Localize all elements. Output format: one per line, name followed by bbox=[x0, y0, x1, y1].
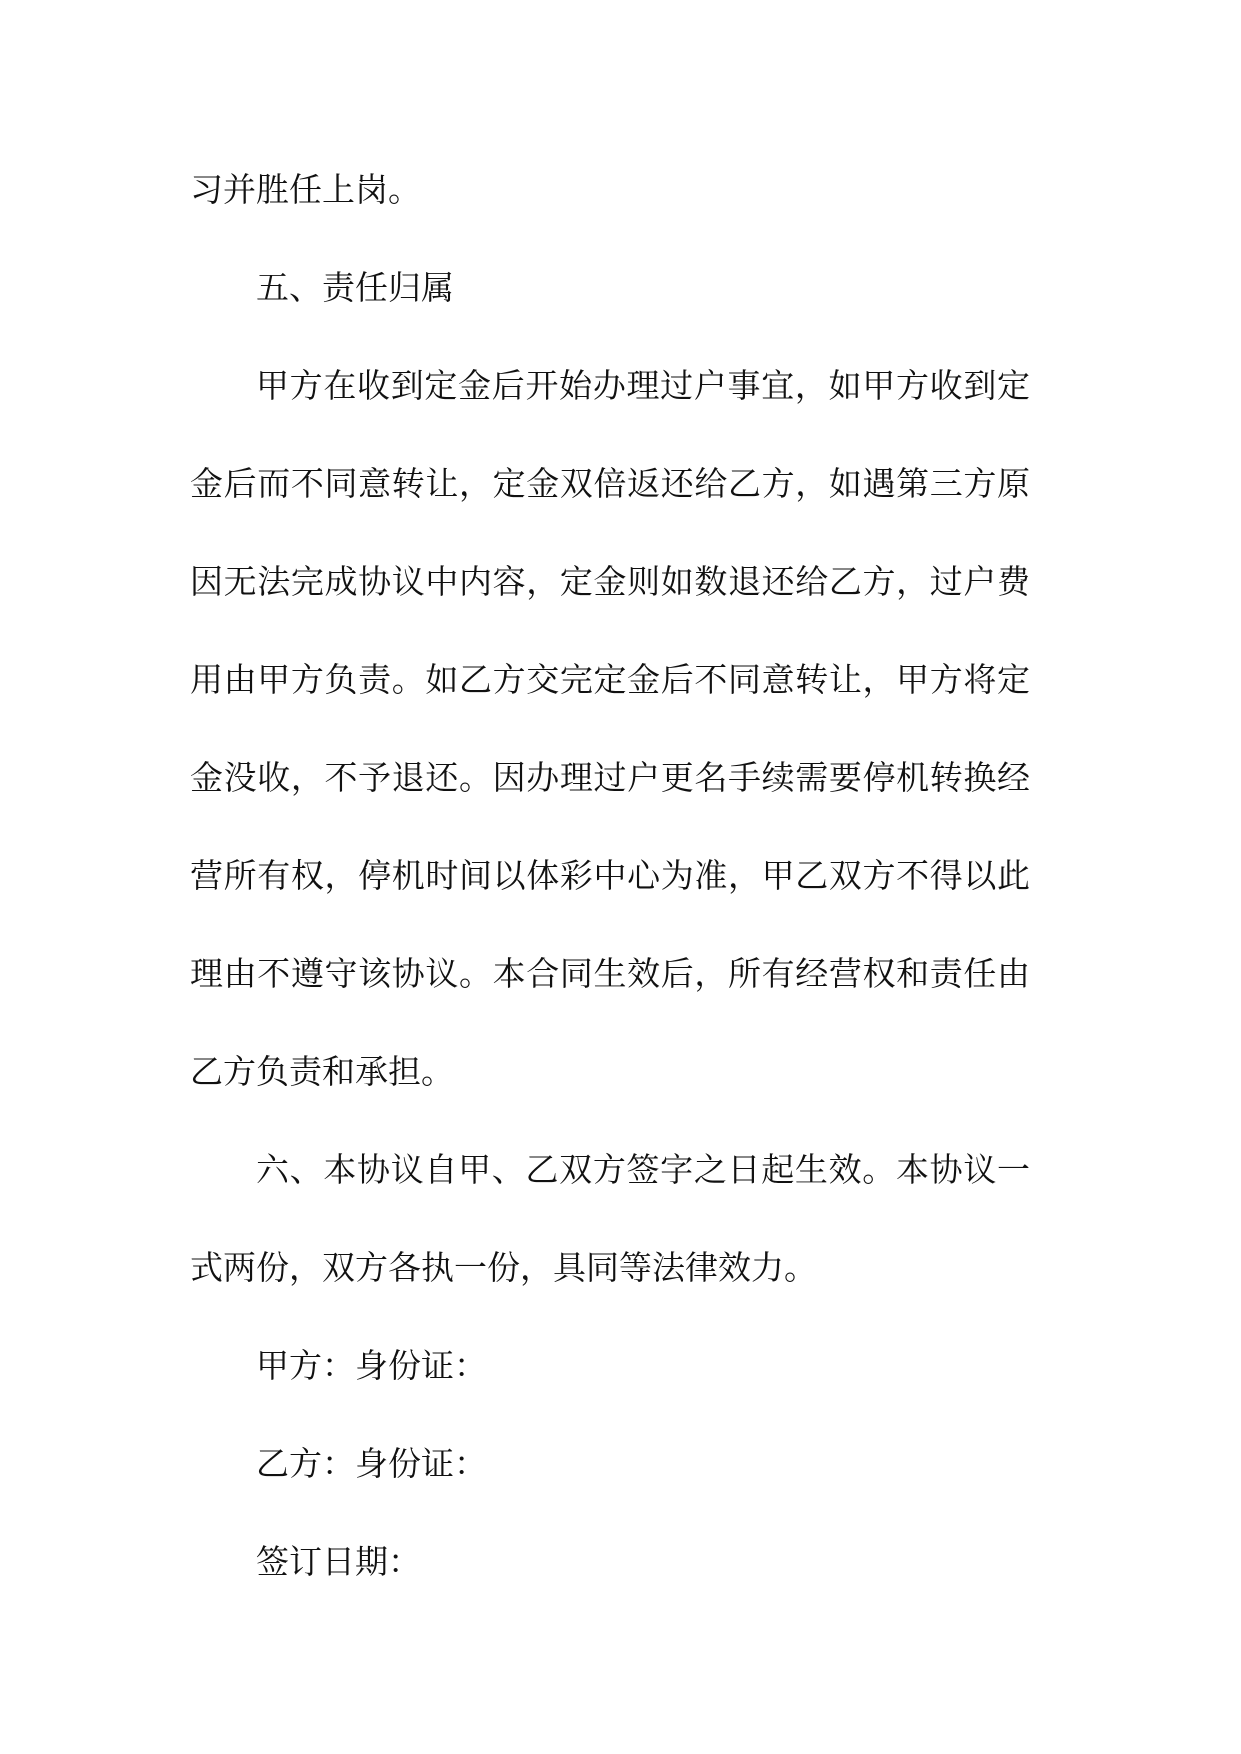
text-line: 甲方在收到定金后开始办理过户事宜，如甲方收到定 bbox=[256, 366, 1030, 405]
text-line: 乙方负责和承担。 bbox=[190, 1052, 454, 1091]
text-line: 因无法完成协议中内容，定金则如数退还给乙方，过户费 bbox=[190, 562, 1030, 601]
section-six-effective: 六、本协议自甲、乙双方签字之日起生效。本协议一 bbox=[256, 1150, 1030, 1189]
text-line: 习并胜任上岗。 bbox=[190, 170, 421, 209]
section-heading-responsibility: 五、责任归属 bbox=[256, 268, 454, 307]
party-b-id-label: 乙方：身份证： bbox=[256, 1444, 487, 1483]
document-body bbox=[190, 165, 1030, 1635]
text-line: 金没收，不予退还。因办理过户更名手续需要停机转换经 bbox=[190, 758, 1030, 797]
text-line: 式两份，双方各执一份，具同等法律效力。 bbox=[190, 1248, 817, 1287]
text-line: 用由甲方负责。如乙方交完定金后不同意转让，甲方将定 bbox=[190, 660, 1030, 699]
text-line: 金后而不同意转让，定金双倍返还给乙方，如遇第三方原 bbox=[190, 464, 1030, 503]
signing-date-label: 签订日期： bbox=[256, 1542, 421, 1581]
party-a-id-label: 甲方：身份证： bbox=[256, 1346, 487, 1385]
text-line: 营所有权，停机时间以体彩中心为准，甲乙双方不得以此 bbox=[190, 856, 1030, 895]
text-line: 理由不遵守该协议。本合同生效后，所有经营权和责任由 bbox=[190, 954, 1030, 993]
